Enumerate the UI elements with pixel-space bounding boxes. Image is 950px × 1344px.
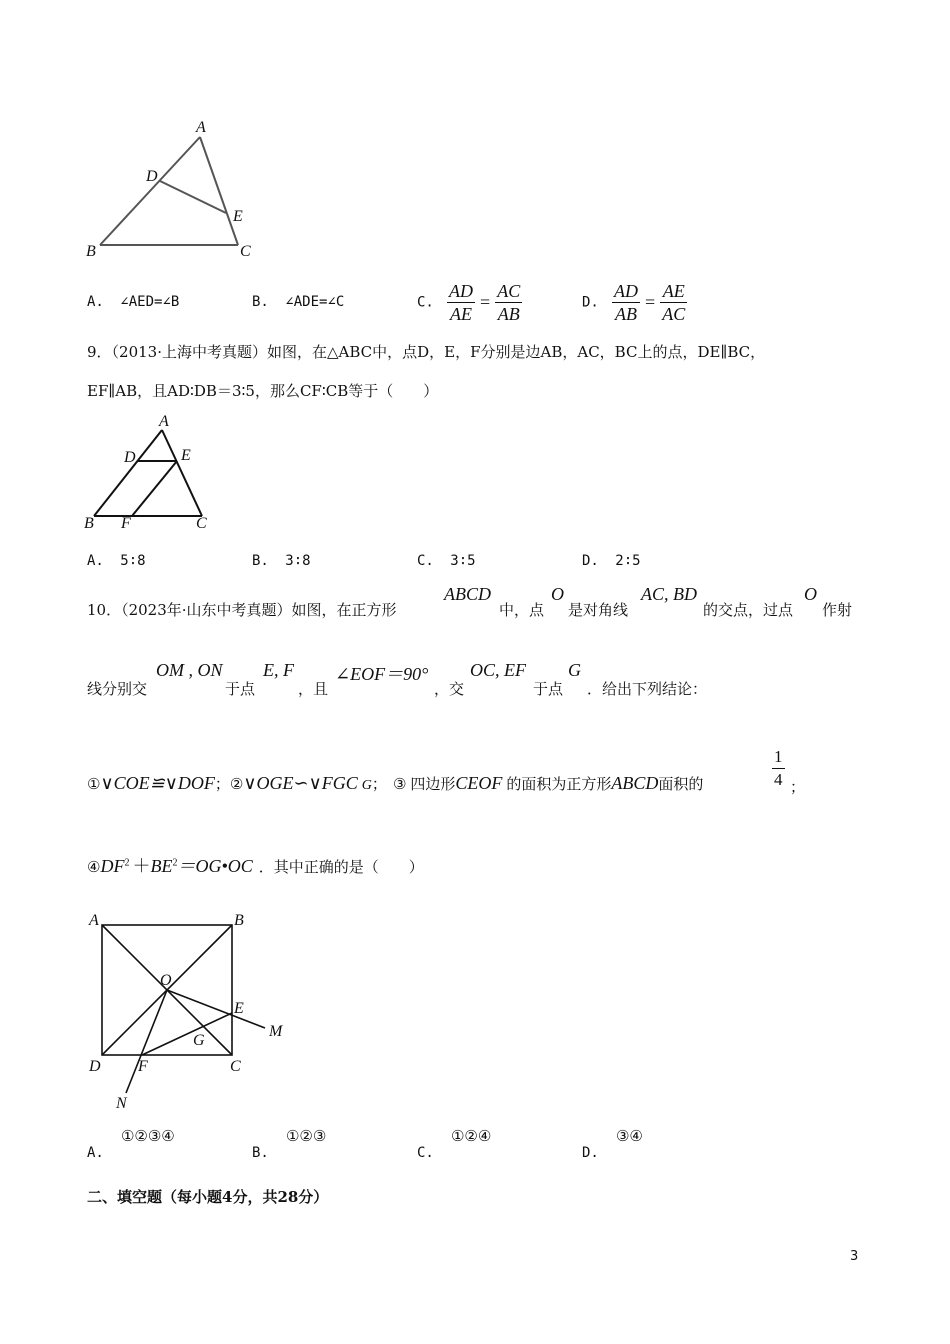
option-letter: C. bbox=[417, 553, 434, 569]
label-m: M bbox=[269, 1023, 283, 1040]
triangle-figure-q8 bbox=[80, 115, 260, 265]
numerator: AD bbox=[613, 281, 638, 301]
denominator: AE bbox=[449, 304, 472, 324]
numerator: 1 bbox=[772, 746, 785, 769]
segment-de bbox=[160, 181, 226, 213]
q10-math-o1: O bbox=[551, 584, 564, 604]
label-f: F bbox=[121, 515, 131, 532]
q10-conclusion-4-line bbox=[87, 852, 424, 878]
equals-sign: = bbox=[480, 292, 491, 312]
option-text: ①②③④ bbox=[120, 1127, 175, 1145]
ray-om bbox=[167, 990, 265, 1028]
fraction-ad-ae bbox=[447, 280, 475, 325]
option-text: 5∶8 bbox=[120, 553, 146, 569]
label-a: A bbox=[89, 912, 99, 929]
q10-option-a[interactable] bbox=[87, 1126, 175, 1161]
q10-text-l2d: ，交 bbox=[434, 680, 465, 698]
q10-text-prefix: 10．（2023年·山东中考真题）如图，在正方形 bbox=[87, 601, 397, 619]
label-a: A bbox=[196, 119, 206, 136]
conclusion-4-rest: ＝OG•OC bbox=[177, 856, 253, 876]
q10-text-mid1: 中，点 bbox=[499, 601, 545, 619]
q10-conclusions-line bbox=[87, 773, 703, 794]
triangle-figure-q9 bbox=[80, 410, 220, 535]
denominator: AC bbox=[662, 304, 686, 324]
option-text: ∠ADE=∠C bbox=[285, 294, 345, 310]
conclusion-3-abcd: ABCD bbox=[611, 773, 659, 793]
option-text: ∠AED=∠B bbox=[120, 294, 180, 310]
segment-ab bbox=[94, 430, 162, 516]
label-d: D bbox=[146, 168, 158, 185]
q9-text-line2: EF∥AB，且AD∶DB＝3∶5，那么CF∶CB等于（ ） bbox=[87, 382, 439, 400]
label-f: F bbox=[138, 1058, 148, 1075]
segment-ef bbox=[132, 461, 177, 516]
q10-math-ef: E, F bbox=[263, 660, 294, 680]
conclusion-3-text-c: 面积的 bbox=[658, 775, 704, 793]
q8-option-d[interactable] bbox=[582, 280, 687, 325]
label-c: C bbox=[196, 515, 207, 532]
label-g: G bbox=[193, 1032, 205, 1049]
q8-option-c[interactable] bbox=[417, 280, 522, 325]
equals-sign: = bbox=[645, 292, 656, 312]
segment-ab bbox=[100, 137, 200, 245]
q10-math-angle: ∠EOF＝90° bbox=[335, 664, 429, 684]
option-text: ③④ bbox=[615, 1127, 643, 1145]
separator: ； bbox=[371, 775, 387, 793]
conclusion-3-text-b: 的面积为正方形 bbox=[506, 775, 612, 793]
ray-on bbox=[126, 990, 167, 1093]
denominator: 4 bbox=[774, 770, 783, 789]
separator: ； bbox=[214, 775, 230, 793]
q10-text-mid4: 作射 bbox=[822, 601, 853, 619]
q10-option-c[interactable] bbox=[417, 1126, 492, 1161]
denominator: AB bbox=[614, 304, 637, 324]
label-e: E bbox=[181, 447, 191, 464]
q10-text-mid3: 的交点，过点 bbox=[703, 601, 794, 619]
option-letter: A. bbox=[87, 1145, 104, 1161]
option-letter: B. bbox=[252, 294, 269, 310]
option-letter: C. bbox=[417, 1145, 434, 1161]
label-e: E bbox=[233, 208, 243, 225]
conclusion-2-number: ② bbox=[229, 775, 244, 793]
q10-text-l2e: 于点 bbox=[533, 680, 564, 698]
option-letter: D. bbox=[582, 294, 599, 311]
fraction-ac-ab bbox=[495, 280, 522, 325]
conclusion-2-subscript: G bbox=[361, 778, 372, 793]
section-heading: 二、填空题（每小题4分，共28分） bbox=[87, 1188, 329, 1206]
option-text: 2∶5 bbox=[615, 553, 641, 569]
option-text: 3∶8 bbox=[285, 553, 311, 569]
separator: ； bbox=[790, 778, 806, 796]
q10-math-abcd: ABCD bbox=[444, 584, 491, 604]
conclusion-3-ceof: CEOF bbox=[455, 773, 503, 793]
option-letter: A. bbox=[87, 294, 104, 310]
plus-sign: ＋ bbox=[132, 856, 151, 876]
label-b: B bbox=[86, 243, 96, 260]
option-text: 3∶5 bbox=[450, 553, 476, 569]
square-figure-q10 bbox=[80, 905, 300, 1115]
conclusion-4-tail: ．其中正确的是（ ） bbox=[258, 858, 424, 876]
numerator: AE bbox=[660, 280, 687, 303]
q10-math-g: G bbox=[568, 660, 581, 680]
q9-option-d[interactable] bbox=[582, 553, 641, 569]
superscript: 2 bbox=[172, 857, 178, 869]
q9-option-c[interactable] bbox=[417, 553, 476, 569]
label-b: B bbox=[234, 912, 244, 929]
fraction-ad-ab bbox=[612, 280, 640, 325]
option-letter: A. bbox=[87, 553, 104, 569]
superscript: 2 bbox=[124, 857, 130, 869]
q8-option-a[interactable] bbox=[87, 294, 179, 310]
q10-math-ocef: OC, EF bbox=[470, 660, 526, 680]
q10-math-acbd: AC, BD bbox=[641, 584, 697, 604]
q10-math-o2: O bbox=[804, 584, 817, 604]
label-d: D bbox=[89, 1058, 101, 1075]
q10-math-omon: OM , ON bbox=[156, 660, 223, 680]
numerator: AD bbox=[448, 281, 473, 301]
q9-text-line1: 9．（2013·上海中考真题）如图，在△ABC中，点D，E，F分别是边AB，AC，BC上的点，DE∥BC， bbox=[87, 343, 766, 361]
q8-option-b[interactable] bbox=[252, 294, 344, 310]
conclusion-1: ∨COE≌∨DOF bbox=[100, 773, 215, 793]
label-c: C bbox=[230, 1058, 241, 1075]
conclusion-3-text-a: 四边形 bbox=[410, 775, 456, 793]
page-number: 3 bbox=[850, 1249, 859, 1264]
conclusion-4-df: DF bbox=[100, 856, 125, 876]
segment-ac bbox=[200, 137, 238, 245]
q9-option-b[interactable] bbox=[252, 553, 311, 569]
q10-text-l2c: ，且 bbox=[298, 680, 329, 698]
label-b: B bbox=[84, 515, 94, 532]
q10-option-b[interactable] bbox=[252, 1126, 327, 1161]
q10-text-mid2: 是对角线 bbox=[568, 601, 629, 619]
option-letter: D. bbox=[582, 1145, 599, 1161]
q10-option-d[interactable] bbox=[582, 1126, 643, 1161]
label-e: E bbox=[234, 1000, 244, 1017]
label-d: D bbox=[124, 449, 136, 466]
q10-text-l2a: 线分别交 bbox=[87, 680, 148, 698]
option-text: ①②③ bbox=[285, 1127, 327, 1145]
conclusion-2: ∨OGE∽∨FGC bbox=[243, 773, 358, 793]
q10-text-l2b: 于点 bbox=[225, 680, 256, 698]
conclusion-3-number: ③ bbox=[392, 775, 407, 793]
label-a: A bbox=[159, 413, 169, 430]
option-letter: B. bbox=[252, 1145, 269, 1161]
option-letter: C. bbox=[417, 294, 434, 311]
label-o: O bbox=[160, 972, 172, 989]
conclusion-4-be: BE bbox=[150, 856, 173, 876]
label-n: N bbox=[116, 1095, 127, 1112]
denominator: AB bbox=[497, 304, 520, 324]
numerator: AC bbox=[497, 281, 521, 301]
option-letter: D. bbox=[582, 553, 599, 569]
q10-text-l2f: ．给出下列结论： bbox=[587, 680, 708, 698]
fraction-ae-ac bbox=[660, 280, 687, 325]
option-letter: B. bbox=[252, 553, 269, 569]
label-c: C bbox=[240, 243, 251, 260]
option-text: ①②④ bbox=[450, 1127, 492, 1145]
fraction-one-quarter bbox=[772, 746, 785, 791]
q9-option-a[interactable] bbox=[87, 553, 146, 569]
conclusion-1-number: ① bbox=[87, 775, 101, 793]
conclusion-4-number: ④ bbox=[87, 858, 101, 876]
